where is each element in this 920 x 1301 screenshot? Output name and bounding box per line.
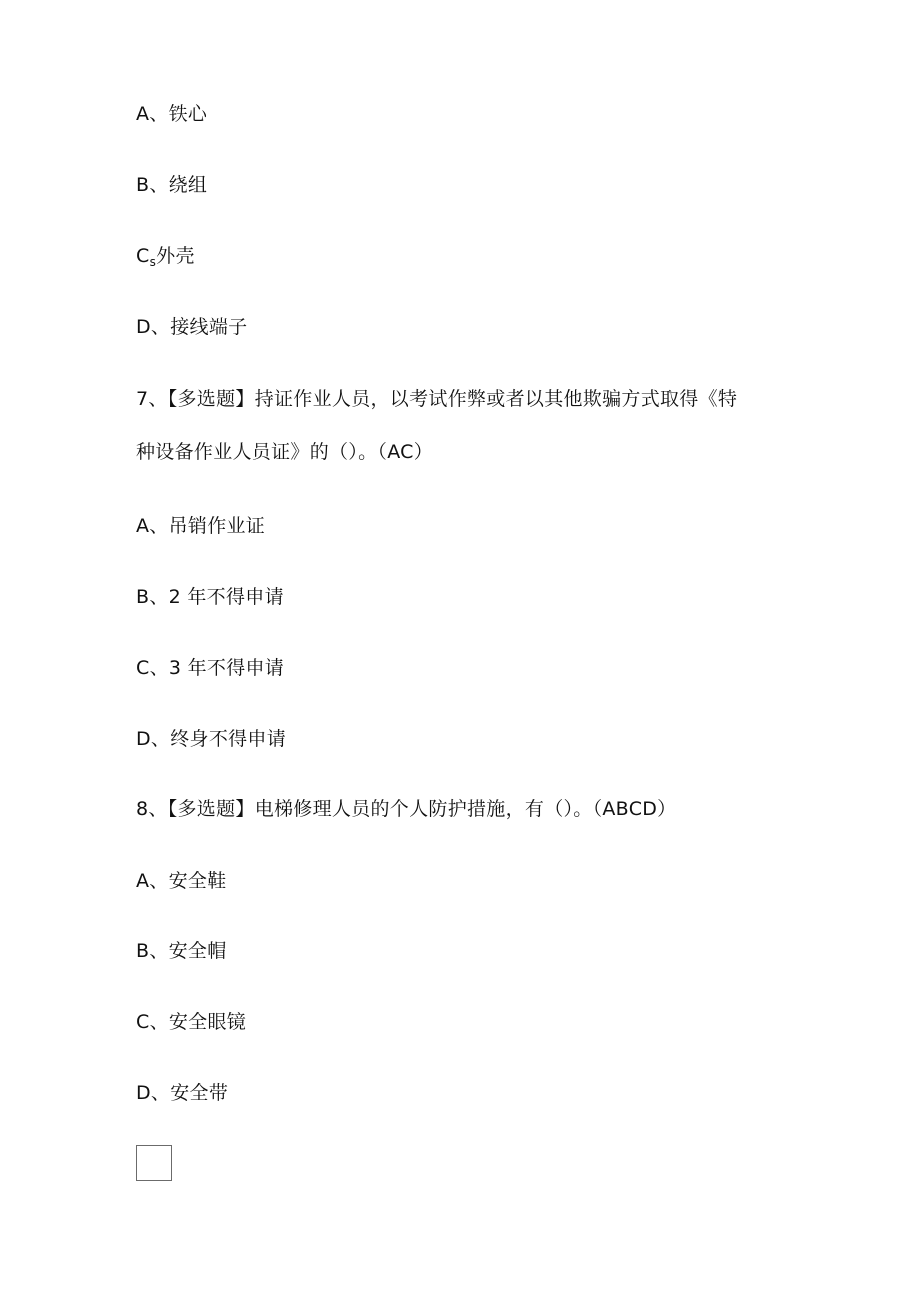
q7-option-b: B、2 年不得申请 <box>136 586 284 608</box>
q8-option-a: A、安全鞋 <box>136 870 227 892</box>
q6-option-c-text: 外壳 <box>156 245 195 267</box>
q6-option-c <box>136 244 195 274</box>
q8-question-line-1: 8、【多选题】电梯修理人员的个人防护措施，有（）。（ABCD） <box>136 798 677 820</box>
q7-option-a: A、吊销作业证 <box>136 515 266 537</box>
q7-question-line-1: 7、【多选题】持证作业人员，以考试作弊或者以其他欺骗方式取得《特 <box>136 388 738 410</box>
q6-option-d: D、接线端子 <box>136 316 248 338</box>
q8-option-b: B、安全帽 <box>136 940 227 962</box>
q7-question-line-2: 种设备作业人员证》的（）。（AC） <box>136 441 434 463</box>
q7-option-d: D、终身不得申请 <box>136 728 287 750</box>
empty-checkbox[interactable] <box>136 1145 172 1181</box>
q6-option-a: A、铁心 <box>136 103 208 125</box>
q6-option-c-letter: C <box>136 245 150 267</box>
q6-option-b: B、绕组 <box>136 174 208 196</box>
q6-option-c-subscript: s <box>149 255 157 269</box>
q7-option-c: C、3 年不得申请 <box>136 657 285 679</box>
q8-option-d: D、安全带 <box>136 1082 229 1104</box>
q8-option-c: C、安全眼镜 <box>136 1011 247 1033</box>
